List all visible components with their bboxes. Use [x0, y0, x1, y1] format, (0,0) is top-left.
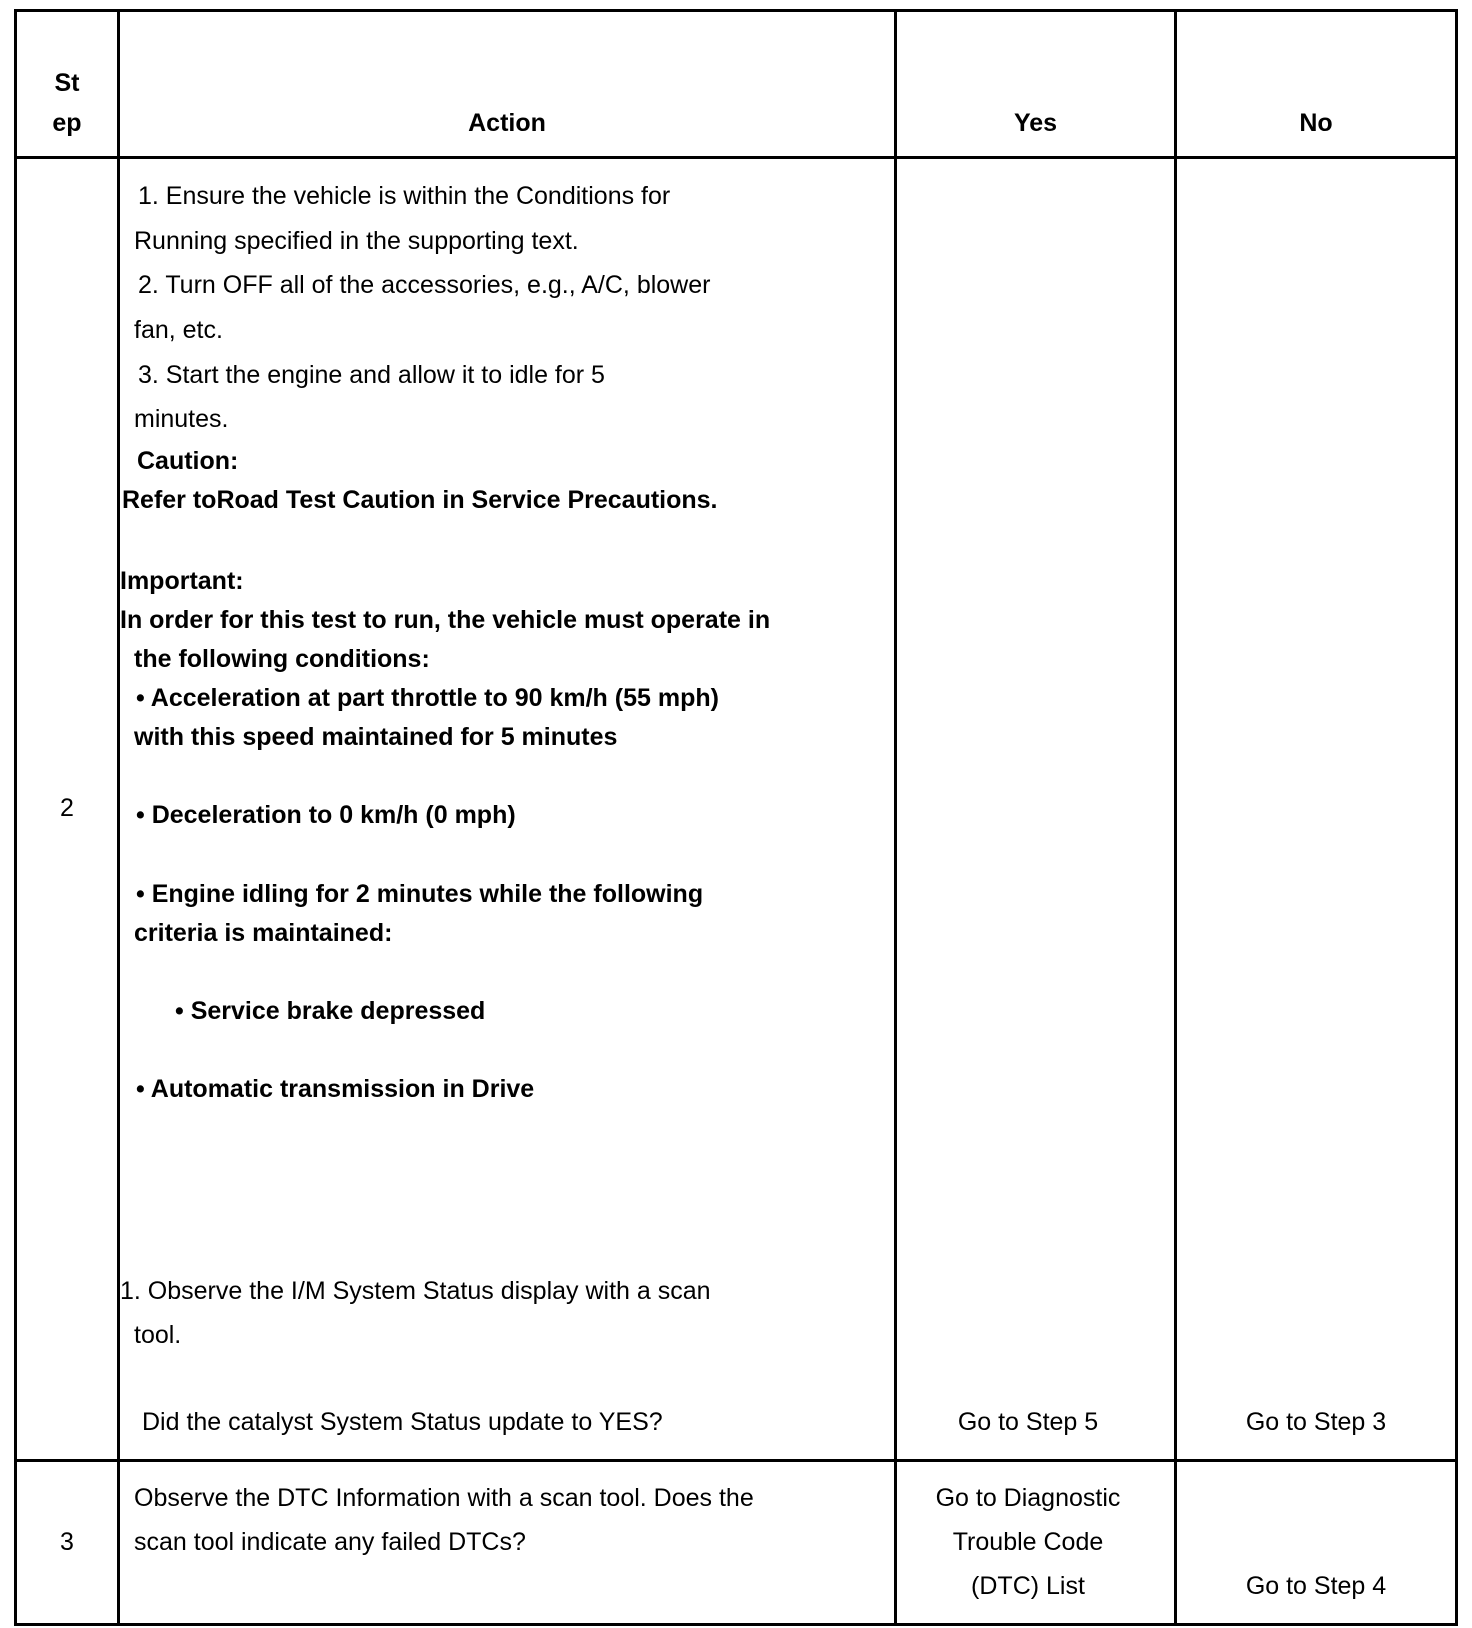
caution-label: Caution: [137, 447, 239, 475]
yes-result-line2: Trouble Code [952, 1528, 1104, 1556]
col-divider-step [117, 9, 120, 1626]
action-item2-line1: 2. Turn OFF all of the accessories, e.g., A/C, blower [138, 271, 711, 299]
action-question: Did the catalyst System Status update to YES? [142, 1408, 663, 1436]
condition-sub-bullet-brake: • Service brake depressed [175, 997, 486, 1025]
condition-bullet-deceleration: • Deceleration to 0 km/h (0 mph) [136, 801, 516, 829]
header-yes: Yes [1013, 109, 1058, 137]
observe-step-line2: tool. [134, 1321, 182, 1349]
header-no: No [1299, 109, 1333, 137]
condition-bullet-acceleration-line1: • Acceleration at part throttle to 90 km/h (55 mph) [136, 684, 719, 712]
action-item3-line1: 3. Start the engine and allow it to idle for 5 [138, 361, 605, 389]
no-result: Go to Step 4 [1245, 1572, 1387, 1600]
table-border-top [14, 9, 1458, 12]
observe-step-line1: 1. Observe the I/M System Status display with a scan [120, 1277, 711, 1305]
row-divider [14, 1459, 1458, 1462]
action-item1-line2: Running specified in the supporting text. [134, 227, 579, 255]
no-result: Go to Step 3 [1245, 1408, 1387, 1436]
action-item3-line2: minutes. [134, 405, 229, 433]
step-number: 3 [60, 1528, 74, 1556]
condition-bullet-idling-line1: • Engine idling for 2 minutes while the following [136, 880, 704, 908]
table-border-right [1455, 9, 1458, 1626]
header-action: Action [468, 109, 546, 137]
action-item1-line1: 1. Ensure the vehicle is within the Conditions for [138, 182, 671, 210]
header-divider [14, 156, 1458, 159]
condition-bullet-idling-line2: criteria is maintained: [134, 919, 393, 947]
important-text-line1: In order for this test to run, the vehicle must operate in [120, 606, 771, 634]
col-divider-yes [1174, 9, 1177, 1626]
action-line2: scan tool indicate any failed DTCs? [134, 1528, 526, 1556]
table-border-bottom [14, 1623, 1458, 1626]
step-number: 2 [60, 794, 74, 822]
yes-result: Go to Step 5 [957, 1408, 1099, 1436]
yes-result-line1: Go to Diagnostic [935, 1484, 1121, 1512]
header-step-line1: St [54, 69, 80, 97]
yes-result-line3: (DTC) List [971, 1572, 1085, 1600]
action-item2-line2: fan, etc. [134, 316, 223, 344]
condition-bullet-transmission: • Automatic transmission in Drive [136, 1075, 535, 1103]
col-divider-action [894, 9, 897, 1626]
important-label: Important: [120, 567, 244, 595]
caution-text: Refer toRoad Test Caution in Service Precautions. [122, 486, 718, 514]
header-step-line2: ep [52, 109, 82, 137]
condition-bullet-acceleration-line2: with this speed maintained for 5 minutes [134, 723, 618, 751]
important-text-line2: the following conditions: [134, 645, 430, 673]
action-line1: Observe the DTC Information with a scan tool. Does the [134, 1484, 754, 1512]
